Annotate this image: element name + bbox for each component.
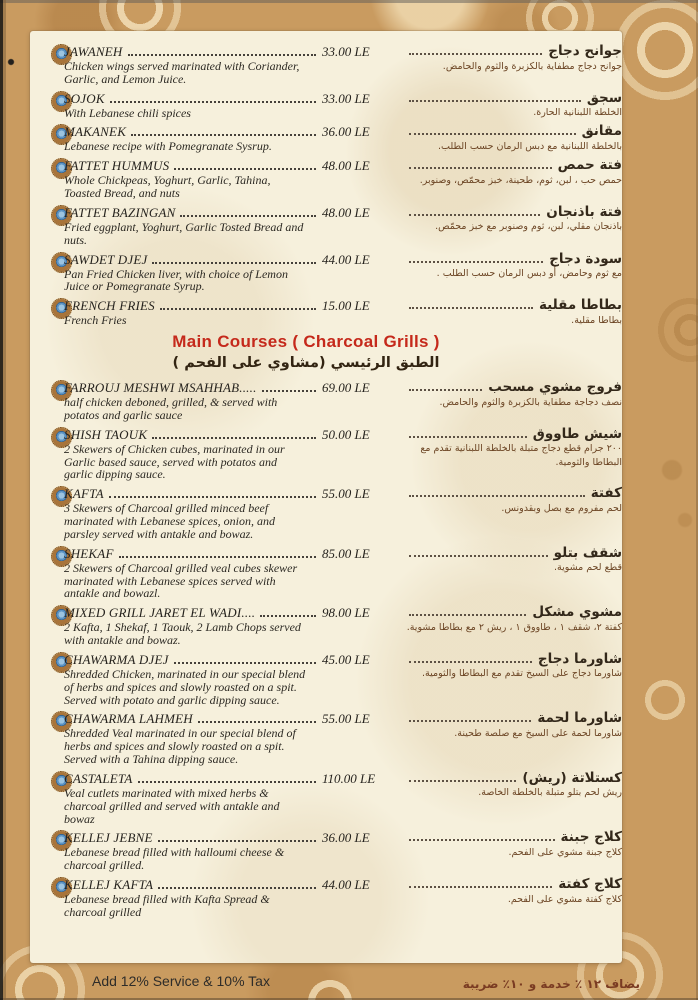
dotted-leader — [409, 132, 576, 135]
item-name-arabic: كلاج جبنة — [560, 829, 622, 846]
item-name-arabic: بطاطا مقلية — [538, 297, 622, 314]
dotted-leader — [409, 213, 540, 216]
item-name-arabic: كستلاتة (ريش) — [522, 769, 622, 786]
item-price: 33.00 LE — [322, 44, 370, 59]
item-arabic-block — [402, 830, 622, 859]
item-description-arabic: قطع لحم مشوية. — [553, 562, 622, 574]
item-arabic-block — [402, 252, 622, 281]
item-arabic-block — [402, 380, 622, 409]
item-description-english: 2 Kafta, 1 Shekaf, 1 Taouk, 2 Lamb Chops served with antakle and bowaz. — [64, 620, 301, 648]
item-name-arabic: شيش طاووق — [532, 425, 622, 442]
item-description-english: half chicken deboned, grilled, & served with potatos and garlic sauce — [64, 395, 278, 422]
item-price: 48.00 LE — [322, 204, 370, 220]
item-english-block — [64, 380, 322, 422]
item-name-english: SOJOK — [64, 90, 105, 106]
item-name-english: MAKANEK — [64, 124, 127, 140]
dotted-leader — [409, 779, 516, 782]
dotted-leader — [409, 52, 542, 55]
item-name-arabic: فروج مشوي مسحب — [488, 379, 622, 396]
menu-items — [30, 44, 622, 919]
item-name-english: KAFTA — [64, 486, 104, 502]
item-description-arabic: جوانح دجاج مطفاية بالكزبرة والثوم والحامض. — [442, 60, 622, 72]
item-name-english: CHAWARMA DJEJ — [64, 651, 169, 667]
item-arabic-block — [402, 298, 622, 327]
item-description-english: 3 Skewers of Charcoal grilled minced beef marinated with Lebanese spices, onion, and parsley served with antakle and bowaz. — [64, 501, 275, 541]
item-description-english: Lebanese bread filled with halloumi cheese & charcoal grilled. — [64, 845, 285, 873]
item-name-arabic: كفتة — [590, 485, 622, 502]
item-english-block — [64, 158, 322, 200]
dotted-leader — [152, 261, 316, 264]
item-english-block — [64, 830, 322, 872]
item-description-english: French Fries — [64, 313, 127, 328]
item-english-block — [64, 205, 322, 247]
item-arabic-block — [402, 44, 622, 73]
menu-item-kellej-kafta — [30, 877, 622, 919]
item-english-block — [64, 44, 322, 86]
menu-item-castaleta — [30, 771, 622, 825]
item-price: 44.00 LE — [322, 251, 370, 267]
item-price: 45.00 LE — [322, 651, 370, 667]
menu-panel — [30, 31, 622, 963]
menu-item-sojok — [30, 91, 622, 120]
dotted-leader — [260, 614, 316, 617]
section-heading-english: Main Courses ( Charcoal Grills ) — [172, 332, 440, 352]
menu-item-fattet-hummus — [30, 158, 622, 200]
item-name-arabic: فتة باذنجان — [546, 203, 622, 220]
dotted-leader — [409, 306, 533, 309]
dotted-leader — [138, 780, 317, 783]
item-description-arabic: كلاج كفتة مشوي على الفحم. — [507, 893, 622, 905]
item-description-arabic: الخلطة اللبنانية الحارة. — [533, 107, 622, 119]
menu-item-chawarma-djej — [30, 652, 622, 706]
item-description-english: Lebanese recipe with Pomegranate Sysrup. — [64, 139, 272, 154]
menu-item-farrouj-meshwi-msahhab — [30, 380, 622, 422]
item-arabic-block — [402, 652, 622, 681]
item-english-block — [64, 771, 322, 825]
item-english-block — [64, 252, 322, 294]
item-name-english: KELLEJ JEBNE — [64, 830, 153, 846]
item-arabic-block — [402, 771, 622, 800]
item-name-english: CASTALETA — [64, 770, 133, 786]
menu-item-shekaf — [30, 546, 622, 600]
dotted-leader — [409, 435, 527, 438]
item-name-arabic: شاورما دجاج — [537, 650, 622, 667]
dotted-leader — [174, 167, 316, 170]
item-arabic-block — [402, 877, 622, 906]
item-name-english: SHEKAF — [64, 545, 114, 561]
menu-item-makanek — [30, 124, 622, 153]
item-description-arabic: نصف دجاجة مطفاية بالكزبرة والثوم والحامض. — [439, 396, 622, 408]
dotted-leader — [409, 388, 482, 391]
dotted-leader — [409, 494, 585, 497]
item-price: 110.00 LE — [322, 770, 376, 786]
item-description-english: Chicken wings served marinated with Coriander, Garlic, and Lemon Juice. — [64, 59, 300, 86]
item-arabic-block — [402, 605, 622, 634]
item-description-arabic: شاورما دجاج على السيخ تقدم مع البطاطا والثومية. — [422, 668, 622, 680]
item-description-english: Lebanese bread filled with Kafta Spread & charcoal grilled — [64, 891, 270, 919]
item-description-english: 2 Skewers of Chicken cubes, marinated in our Garlic based sauce, served with potatos and garlic dipping sauce. — [64, 441, 285, 482]
item-arabic-block — [402, 205, 622, 234]
section-heading-arabic: الطبق الرئيسي (مشاوي على الفحم ) — [172, 355, 440, 372]
item-description-arabic: ٢٠٠ جرام قطع دجاج متبلة بالخلطة اللبنانية تقدم مع البطاطا والثومية. — [420, 443, 622, 468]
dotted-leader — [262, 389, 316, 392]
item-price: 48.00 LE — [322, 158, 370, 174]
dotted-leader — [409, 554, 548, 557]
item-price: 33.00 LE — [322, 90, 370, 106]
item-name-english: KELLEJ KAFTA — [64, 876, 154, 892]
dotted-leader — [409, 613, 526, 616]
item-name-english: SAWDET DJEJ — [64, 251, 148, 267]
menu-item-kafta — [30, 486, 622, 540]
dotted-leader — [409, 885, 552, 888]
item-description-arabic: حمص حب ، لبن، ثوم، طحينة، خبز محمّص، وصنوبر. — [419, 174, 622, 186]
dotted-leader — [158, 886, 316, 889]
menu-item-shish-taouk — [30, 427, 622, 481]
item-description-english: 2 Skewers of Charcoal grilled veal cubes skewer marinated with Lebanese spices served with antakle and bowazl. — [64, 560, 298, 601]
item-name-english: SHISH TAOUK — [64, 426, 148, 442]
dotted-leader — [152, 436, 316, 439]
item-description-arabic: مع ثوم وحامض، أو دبس الرمان حسب الطلب . — [436, 268, 622, 280]
item-english-block — [64, 711, 322, 765]
item-description-english: Shredded Chicken, marinated in our special blend of herbs and spices and slowly roasted on a spit. Served with potato and garlic dipping sauce. — [64, 666, 306, 707]
item-arabic-block — [402, 91, 622, 120]
item-name-english: MIXED GRILL JARET EL WADI.... — [64, 605, 256, 621]
dotted-leader — [174, 661, 316, 664]
item-price: 44.00 LE — [322, 876, 370, 892]
item-english-block — [64, 652, 322, 706]
service-tax-note-arabic: يضاف ١٢ ٪ خدمة و ١٠٪ ضريبة — [462, 977, 640, 991]
item-name-english: JAWANEH — [64, 44, 123, 59]
item-description-arabic: ريش لحم بتلو متبلة بالخلطة الخاصة. — [478, 787, 622, 799]
item-name-arabic: شقف بتلو — [553, 544, 622, 561]
dotted-leader — [180, 214, 316, 217]
item-name-arabic: مشوي مشكل — [532, 604, 622, 621]
dotted-leader — [409, 660, 532, 663]
dotted-leader — [119, 555, 316, 558]
item-price: 15.00 LE — [322, 298, 370, 314]
item-arabic-block — [402, 486, 622, 515]
dotted-leader — [409, 99, 581, 102]
item-price: 36.00 LE — [322, 830, 370, 846]
item-english-block — [64, 605, 322, 647]
menu-item-sawdet-djej — [30, 252, 622, 294]
item-price: 55.00 LE — [322, 486, 370, 502]
item-description-english: Fried eggplant, Yoghurt, Garlic Tosted Bread and nuts. — [64, 219, 304, 247]
dotted-leader — [158, 839, 316, 842]
dotted-leader — [110, 100, 316, 103]
item-name-arabic: جوانح دجاج — [548, 43, 622, 59]
item-description-english: Shredded Veal marinated in our special blend of herbs and spices and slowly roasted on a spit. Served with a Tahina dipping sauce. — [64, 726, 296, 767]
dotted-leader — [409, 260, 543, 263]
item-description-arabic: كلاج جبنة مشوي على الفحم. — [508, 846, 622, 858]
item-description-arabic: شاورما لحمة على السيخ مع صلصة طحينة. — [454, 727, 622, 739]
item-english-block — [64, 298, 322, 327]
item-name-arabic: مقانق — [581, 123, 622, 140]
item-english-block — [64, 877, 322, 919]
item-name-english: CHAWARMA LAHMEH — [64, 711, 193, 727]
dotted-leader — [131, 133, 316, 136]
item-description-arabic: بطاطا مقلية. — [571, 314, 622, 326]
item-price: 50.00 LE — [322, 426, 370, 442]
item-description-english: Veal cutlets marinated with mixed herbs & charcoal grilled and served with antakle and bowaz — [64, 785, 280, 826]
item-description-arabic: بالخلطة اللبنانية مع دبس الرمان حسب الطلب. — [438, 141, 622, 152]
menu-item-chawarma-lahmeh — [30, 711, 622, 765]
item-english-block — [64, 124, 322, 153]
item-name-english: FATTET BAZINGAN — [64, 204, 176, 220]
menu-item-jawaneh — [30, 44, 622, 86]
dotted-leader — [409, 838, 555, 841]
dotted-leader — [198, 720, 316, 723]
dotted-leader — [409, 166, 552, 169]
menu-item-mixed-grill-jaret-el-wadi — [30, 605, 622, 647]
item-english-block — [64, 486, 322, 540]
item-description-arabic: باذنجان مقلي، لبن، ثوم وصنوبر مع خبز محمّص. — [435, 221, 622, 233]
menu-item-french-fries — [30, 298, 622, 327]
menu-item-kellej-jebne — [30, 830, 622, 872]
item-name-arabic: سودة دجاج — [549, 250, 622, 267]
dotted-leader — [160, 307, 316, 310]
dotted-leader — [128, 53, 317, 56]
item-english-block — [64, 546, 322, 600]
item-arabic-block — [402, 546, 622, 575]
item-price: 55.00 LE — [322, 711, 370, 727]
service-tax-note: Add 12% Service & 10% Tax — [92, 973, 270, 989]
dotted-leader — [409, 719, 531, 722]
menu-item-fattet-bazingan — [30, 205, 622, 247]
item-description-english: With Lebanese chili spices — [64, 105, 191, 120]
item-name-arabic: شاورما لحمة — [537, 710, 622, 727]
item-name-arabic: فتة حمص — [557, 157, 622, 174]
item-arabic-block — [402, 158, 622, 187]
item-description-arabic: لحم مفروم مع بصل وبقدونس. — [501, 502, 622, 514]
item-description-arabic: كفتة ٢، شقف ١ ، طاووق ١ ، ريش ٢ مع بطاطا مشوية. — [406, 621, 622, 633]
item-name-arabic: كلاج كفتة — [558, 875, 622, 892]
item-arabic-block — [402, 711, 622, 740]
item-description-english: Pan Fried Chicken liver, with choice of Lemon Juice or Pomegranate Syrup. — [64, 266, 288, 294]
item-arabic-block — [402, 427, 622, 469]
item-name-english: FARROUJ MESHWI MSAHHAB..... — [64, 380, 257, 396]
item-price: 36.00 LE — [322, 124, 370, 140]
item-arabic-block — [402, 124, 622, 153]
dotted-leader — [109, 495, 316, 498]
item-english-block — [64, 91, 322, 120]
item-name-arabic: سجق — [586, 89, 622, 106]
section-heading — [30, 332, 582, 371]
item-name-english: FATTET HUMMUS — [64, 158, 170, 174]
item-english-block — [64, 427, 322, 481]
item-price: 85.00 LE — [322, 545, 370, 561]
item-description-english: Whole Chickpeas, Yoghurt, Garlic, Tahina, Toasted Bread, and nuts — [64, 173, 271, 201]
item-price: 98.00 LE — [322, 605, 370, 621]
item-price: 69.00 LE — [322, 380, 370, 396]
item-name-english: FRENCH FRIES — [64, 298, 155, 314]
